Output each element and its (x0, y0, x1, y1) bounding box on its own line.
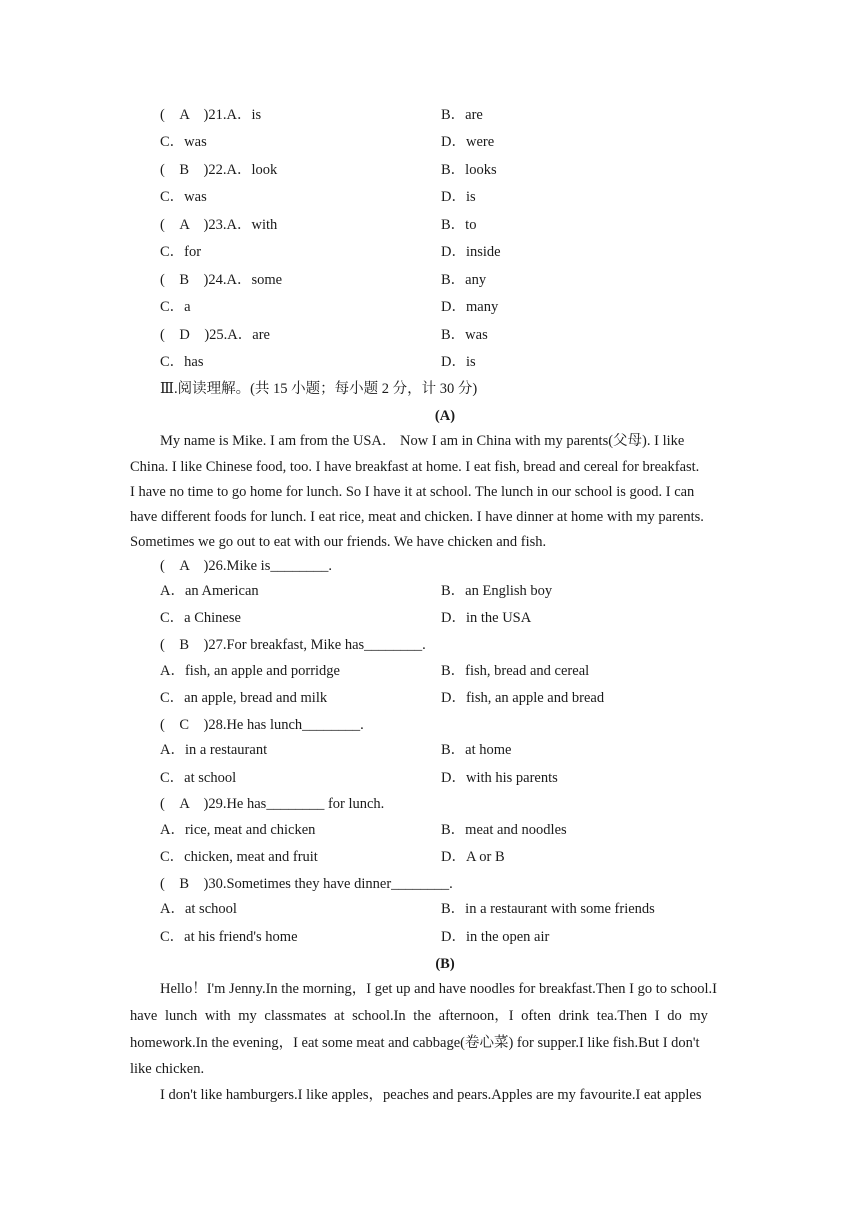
cloze-item-24-c: C．a (160, 299, 191, 315)
cloze-item-21-b: B．are (441, 107, 483, 123)
cloze-item-25-b: B．was (441, 327, 488, 343)
passage-a-line: My name is Mike. I am from the USA． Now I am in China with my parents(父母). I like (160, 433, 685, 449)
question-stem: ( B )30.Sometimes they have dinner________. (160, 876, 453, 892)
question-option: B．at home (441, 742, 512, 758)
passage-b-line: like chicken. (130, 1061, 205, 1077)
question-option: A．rice, meat and chicken (160, 822, 316, 838)
passage-b-label: (B) (435, 956, 455, 972)
passage-b-line: have lunch with my classmates at school.In the afternoon，I often drink tea.Then I do my (130, 1008, 708, 1024)
cloze-item-21-d: D．were (441, 134, 495, 150)
question-option: A．fish, an apple and porridge (160, 663, 340, 679)
cloze-item-25-c: C．has (160, 354, 204, 370)
cloze-item-23-c: C．for (160, 244, 202, 260)
question-option: D．in the USA (441, 610, 532, 626)
cloze-item-23-d: D．inside (441, 244, 501, 260)
cloze-item-22-d: D．is (441, 189, 476, 205)
question-option: B．an English boy (441, 583, 553, 599)
question-option: C．a Chinese (160, 610, 241, 626)
question-option: B．fish, bread and cereal (441, 663, 590, 679)
cloze-item-24-b: B．any (441, 272, 487, 288)
question-option: C．at school (160, 770, 237, 786)
question-option: C．chicken, meat and fruit (160, 849, 318, 865)
cloze-item-24-d: D．many (441, 299, 499, 315)
cloze-item-22-a: ( B )22.A．look (160, 162, 278, 178)
passage-a-line: Sometimes we go out to eat with our friends. We have chicken and fish. (130, 534, 547, 550)
question-stem: ( A )26.Mike is________. (160, 558, 332, 574)
cloze-item-24-a: ( B )24.A．some (160, 272, 283, 288)
cloze-item-23-a: ( A )23.A．with (160, 217, 278, 233)
question-option: C．an apple, bread and milk (160, 690, 328, 706)
question-option: D．A or B (441, 849, 505, 865)
passage-b-line: I don't like hamburgers.I like apples，peaches and pears.Apples are my favourite.I eat apples (160, 1087, 702, 1103)
passage-a-line: I have no time to go home for lunch. So I have it at school. The lunch in our school is good. I can (130, 484, 695, 500)
cloze-item-25-a: ( D )25.A．are (160, 327, 270, 343)
cloze-item-22-b: B．looks (441, 162, 497, 178)
question-option: D．in the open air (441, 929, 550, 945)
question-option: D．with his parents (441, 770, 558, 786)
cloze-item-22-c: C．was (160, 189, 207, 205)
question-stem: ( A )29.He has________ for lunch. (160, 796, 385, 812)
question-option: C．at his friend's home (160, 929, 298, 945)
cloze-item-21-c: C．was (160, 134, 207, 150)
question-option: A．at school (160, 901, 237, 917)
cloze-item-25-d: D．is (441, 354, 476, 370)
cloze-item-21-a: ( A )21.A．is (160, 107, 262, 123)
passage-b-line: Hello！I'm Jenny.In the morning，I get up and have noodles for breakfast.Then I go to school.I (160, 981, 717, 997)
cloze-item-23-b: B．to (441, 217, 477, 233)
question-option: B．meat and noodles (441, 822, 567, 838)
question-stem: ( B )27.For breakfast, Mike has________. (160, 637, 426, 653)
question-option: B．in a restaurant with some friends (441, 901, 655, 917)
passage-b-line: homework.In the evening，I eat some meat and cabbage(卷心菜) for supper.I like fish.But I don't (130, 1035, 700, 1051)
passage-a-line: have different foods for lunch. I eat rice, meat and chicken. I have dinner at home with my parents. (130, 509, 704, 525)
question-option: A．an American (160, 583, 259, 599)
passage-a-line: China. I like Chinese food, too. I have breakfast at home. I eat fish, bread and cereal for breakfast. (130, 459, 700, 475)
section-heading: Ⅲ.阅读理解。(共 15 小题；每小题 2 分，计 30 分) (160, 381, 478, 397)
question-option: D．fish, an apple and bread (441, 690, 605, 706)
question-stem: ( C )28.He has lunch________. (160, 717, 364, 733)
question-option: A．in a restaurant (160, 742, 268, 758)
passage-a-label: (A) (434, 408, 456, 424)
